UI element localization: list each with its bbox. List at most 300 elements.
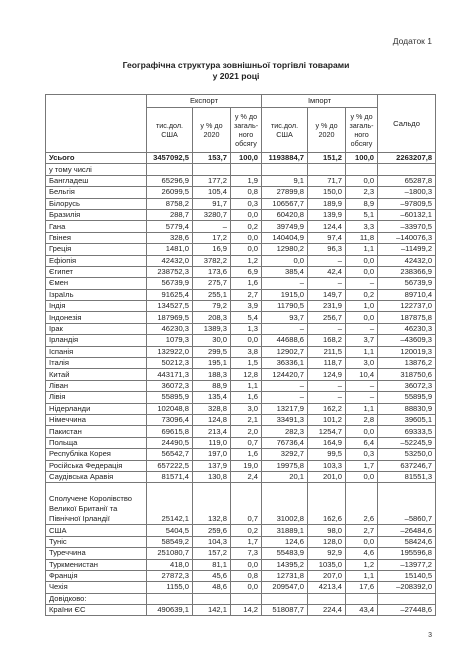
balance: 195596,8: [378, 548, 436, 559]
export-pct2020: 259,6: [193, 525, 231, 536]
import-pct2020: 1254,7: [308, 426, 346, 437]
import-pct2020: 128,0: [308, 536, 346, 547]
import-pct2020: 162,2: [308, 403, 346, 414]
import-value: –: [262, 278, 308, 289]
export-share: 3,0: [231, 403, 262, 414]
export-value: 132922,0: [147, 346, 193, 357]
export-share: 0,7: [231, 437, 262, 448]
balance: 58424,6: [378, 536, 436, 547]
header-export-value: тис.дол. США: [147, 108, 193, 153]
table-row: [46, 255, 436, 266]
balance: 39605,1: [378, 414, 436, 425]
import-pct2020: 97,4: [308, 232, 346, 243]
balance: 42432,0: [378, 255, 436, 266]
table-row: [46, 414, 436, 425]
export-pct2020: 275,7: [193, 278, 231, 289]
total-export-share: 100,0: [231, 153, 262, 164]
import-value: 31002,8: [262, 483, 308, 525]
import-share: 0,0: [346, 266, 378, 277]
import-pct2020: 162,6: [308, 483, 346, 525]
country-name: Туніс: [46, 536, 147, 547]
country-name: Китай: [46, 369, 147, 380]
import-pct2020: 150,0: [308, 187, 346, 198]
import-value: 9,1: [262, 175, 308, 186]
import-share: –: [346, 278, 378, 289]
export-pct2020: 124,8: [193, 414, 231, 425]
import-value: 14395,2: [262, 559, 308, 570]
export-value: 443171,3: [147, 369, 193, 380]
export-share: 0,8: [231, 187, 262, 198]
import-share: 8,9: [346, 198, 378, 209]
import-share: –: [346, 380, 378, 391]
country-name: Бразилія: [46, 209, 147, 220]
balance: 318750,6: [378, 369, 436, 380]
import-pct2020: 42,4: [308, 266, 346, 277]
export-share: 3,9: [231, 301, 262, 312]
import-share: 0,0: [346, 175, 378, 186]
table-row: [46, 570, 436, 581]
country-name: Німеччина: [46, 414, 147, 425]
export-pct2020: 213,4: [193, 426, 231, 437]
country-name: Іспанія: [46, 346, 147, 357]
table-row: [46, 198, 436, 209]
table-row: [46, 380, 436, 391]
export-pct2020: 208,3: [193, 312, 231, 323]
table-row: [46, 232, 436, 243]
import-value: 36336,1: [262, 358, 308, 369]
export-pct2020: 195,1: [193, 358, 231, 369]
table-row: [46, 460, 436, 471]
trade-table: [45, 94, 436, 616]
import-share: 2,8: [346, 414, 378, 425]
import-share: 1,0: [346, 301, 378, 312]
country-name: Білорусь: [46, 198, 147, 209]
country-name: Російська Федерація: [46, 460, 147, 471]
table-body: [46, 95, 436, 616]
export-share: 14,2: [231, 605, 262, 616]
import-share: 1,7: [346, 460, 378, 471]
export-share: 0,2: [231, 525, 262, 536]
export-pct2020: 17,2: [193, 232, 231, 243]
import-pct2020: 4213,4: [308, 582, 346, 593]
export-share: 1,6: [231, 449, 262, 460]
import-pct2020: 1035,0: [308, 559, 346, 570]
import-pct2020: –: [308, 392, 346, 403]
country-name: Ірак: [46, 323, 147, 334]
table-row: [46, 323, 436, 334]
import-pct2020: 96,3: [308, 244, 346, 255]
header-import-value: тис.дол. США: [262, 108, 308, 153]
export-value: 81571,4: [147, 471, 193, 482]
country-name: Саудівська Аравія: [46, 471, 147, 482]
export-value: 490639,1: [147, 605, 193, 616]
balance: 36072,3: [378, 380, 436, 391]
balance: 53250,0: [378, 449, 436, 460]
import-value: 60420,8: [262, 209, 308, 220]
export-value: 46230,3: [147, 323, 193, 334]
country-name: Чехія: [46, 582, 147, 593]
export-share: 3,8: [231, 346, 262, 357]
country-name: Сполучене Королівство Великої Британії та Північної Ірландії: [46, 483, 147, 525]
export-value: 55895,9: [147, 392, 193, 403]
balance: –11499,2: [378, 244, 436, 255]
export-pct2020: 79,2: [193, 301, 231, 312]
export-value: 27872,3: [147, 570, 193, 581]
import-share: 0,0: [346, 536, 378, 547]
total-import-pct2020: 151,2: [308, 153, 346, 164]
balance: 637246,7: [378, 460, 436, 471]
table-row: [46, 346, 436, 357]
import-value: 31889,1: [262, 525, 308, 536]
title-line-2: у 2021 році: [212, 71, 260, 81]
import-pct2020: 71,7: [308, 175, 346, 186]
import-share: 2,6: [346, 483, 378, 525]
import-value: 12731,8: [262, 570, 308, 581]
import-pct2020: 98,0: [308, 525, 346, 536]
import-share: 0,0: [346, 471, 378, 482]
import-value: 76736,4: [262, 437, 308, 448]
import-pct2020: 124,9: [308, 369, 346, 380]
balance: –208392,0: [378, 582, 436, 593]
import-value: 13217,9: [262, 403, 308, 414]
table-row: [46, 449, 436, 460]
table-row: [46, 548, 436, 559]
country-name: Країни ЄС: [46, 605, 147, 616]
export-share: 0,8: [231, 570, 262, 581]
import-share: 1,2: [346, 559, 378, 570]
import-value: –: [262, 380, 308, 391]
table-row: [46, 289, 436, 300]
export-pct2020: 105,4: [193, 187, 231, 198]
import-value: 27899,8: [262, 187, 308, 198]
export-pct2020: 157,2: [193, 548, 231, 559]
import-value: 33491,3: [262, 414, 308, 425]
country-name: Франція: [46, 570, 147, 581]
total-import-value: 1193884,7: [262, 153, 308, 164]
import-pct2020: –: [308, 380, 346, 391]
import-pct2020: 207,0: [308, 570, 346, 581]
total-export-value: 3457092,5: [147, 153, 193, 164]
balance: –13977,2: [378, 559, 436, 570]
export-value: 1155,0: [147, 582, 193, 593]
country-name: Ємен: [46, 278, 147, 289]
country-name: Єгипет: [46, 266, 147, 277]
table-row: [46, 525, 436, 536]
import-value: –: [262, 392, 308, 403]
export-share: 1,9: [231, 175, 262, 186]
export-value: 1481,0: [147, 244, 193, 255]
export-value: 56542,7: [147, 449, 193, 460]
import-pct2020: 99,5: [308, 449, 346, 460]
import-value: 518087,7: [262, 605, 308, 616]
export-value: 36072,3: [147, 380, 193, 391]
export-pct2020: 255,1: [193, 289, 231, 300]
export-pct2020: 188,3: [193, 369, 231, 380]
country-name: Греція: [46, 244, 147, 255]
reference-label: Довідково:: [46, 593, 147, 604]
export-share: 12,8: [231, 369, 262, 380]
total-name: Усього: [46, 153, 147, 164]
export-pct2020: 91,7: [193, 198, 231, 209]
import-share: 5,1: [346, 209, 378, 220]
country-name: Гвінея: [46, 232, 147, 243]
total-import-share: 100,0: [346, 153, 378, 164]
export-value: 1079,3: [147, 335, 193, 346]
import-pct2020: 101,2: [308, 414, 346, 425]
export-pct2020: 119,0: [193, 437, 231, 448]
balance: –26484,6: [378, 525, 436, 536]
country-name: Пакистан: [46, 426, 147, 437]
import-pct2020: 118,7: [308, 358, 346, 369]
balance: –97809,5: [378, 198, 436, 209]
table-row: [46, 221, 436, 232]
country-name: Бангладеш: [46, 175, 147, 186]
export-share: 1,5: [231, 358, 262, 369]
export-value: 26099,5: [147, 187, 193, 198]
header-country-cell: [46, 95, 147, 153]
import-value: 12980,2: [262, 244, 308, 255]
import-share: 1,1: [346, 244, 378, 255]
balance: 120019,3: [378, 346, 436, 357]
import-share: 3,3: [346, 221, 378, 232]
import-pct2020: 231,9: [308, 301, 346, 312]
page-title: [0, 60, 472, 82]
export-share: 5,4: [231, 312, 262, 323]
country-name: Індонезія: [46, 312, 147, 323]
export-share: 19,0: [231, 460, 262, 471]
export-share: 7,3: [231, 548, 262, 559]
export-share: 0,2: [231, 221, 262, 232]
export-share: 0,3: [231, 198, 262, 209]
balance: 46230,3: [378, 323, 436, 334]
balance: 88830,9: [378, 403, 436, 414]
export-pct2020: 177,2: [193, 175, 231, 186]
import-share: 0,3: [346, 449, 378, 460]
export-share: 0,0: [231, 209, 262, 220]
export-share: 0,0: [231, 244, 262, 255]
table-row: [46, 426, 436, 437]
export-pct2020: 88,9: [193, 380, 231, 391]
export-pct2020: 16,9: [193, 244, 231, 255]
table-row: [46, 278, 436, 289]
header-import-pct2020: у % до 2020: [308, 108, 346, 153]
export-share: 6,9: [231, 266, 262, 277]
import-share: 4,6: [346, 548, 378, 559]
country-name: Лівія: [46, 392, 147, 403]
export-value: 91625,4: [147, 289, 193, 300]
export-value: 24490,5: [147, 437, 193, 448]
table-row: [46, 266, 436, 277]
import-pct2020: 224,4: [308, 605, 346, 616]
country-name: Бельгія: [46, 187, 147, 198]
import-value: 282,3: [262, 426, 308, 437]
header-export: Експорт: [147, 95, 262, 108]
import-share: 1,1: [346, 570, 378, 581]
header-export-share: у % до загаль-ного обсягу: [231, 108, 262, 153]
import-pct2020: –: [308, 278, 346, 289]
export-value: 288,7: [147, 209, 193, 220]
export-share: 1,3: [231, 323, 262, 334]
table-row: [46, 559, 436, 570]
export-value: 69615,8: [147, 426, 193, 437]
export-value: 187969,5: [147, 312, 193, 323]
export-share: 2,1: [231, 414, 262, 425]
balance: –43609,3: [378, 335, 436, 346]
import-pct2020: 211,5: [308, 346, 346, 357]
import-pct2020: 92,9: [308, 548, 346, 559]
balance: 65287,8: [378, 175, 436, 186]
import-pct2020: 201,0: [308, 471, 346, 482]
import-value: 44688,6: [262, 335, 308, 346]
country-name: Ефіопія: [46, 255, 147, 266]
table-row: [46, 582, 436, 593]
country-name: Туреччина: [46, 548, 147, 559]
import-pct2020: 189,9: [308, 198, 346, 209]
import-pct2020: 164,9: [308, 437, 346, 448]
export-share: 2,0: [231, 426, 262, 437]
import-value: 124,6: [262, 536, 308, 547]
import-share: 0,0: [346, 255, 378, 266]
subheading-label: у тому числі: [46, 164, 147, 175]
export-value: 238752,3: [147, 266, 193, 277]
export-share: 0,0: [231, 559, 262, 570]
export-pct2020: 132,8: [193, 483, 231, 525]
export-share: 1,6: [231, 278, 262, 289]
total-row: [46, 153, 436, 164]
country-name: Республіка Корея: [46, 449, 147, 460]
import-value: 140404,9: [262, 232, 308, 243]
import-pct2020: 139,9: [308, 209, 346, 220]
import-pct2020: 256,7: [308, 312, 346, 323]
export-value: 56739,9: [147, 278, 193, 289]
page-number: 3: [428, 632, 432, 639]
import-value: 11790,5: [262, 301, 308, 312]
header-import: Імпорт: [262, 95, 378, 108]
balance: 55895,9: [378, 392, 436, 403]
import-value: 93,7: [262, 312, 308, 323]
country-name: Ліван: [46, 380, 147, 391]
export-pct2020: 130,8: [193, 471, 231, 482]
export-pct2020: 45,6: [193, 570, 231, 581]
export-value: 328,6: [147, 232, 193, 243]
export-pct2020: 135,4: [193, 392, 231, 403]
total-balance: 2263207,8: [378, 153, 436, 164]
export-share: 1,1: [231, 380, 262, 391]
table-row: [46, 403, 436, 414]
title-line-1: Географічна структура зовнішньої торгівлі товарами: [122, 60, 350, 70]
table-row: [46, 209, 436, 220]
export-value: 134527,5: [147, 301, 193, 312]
import-share: 2,7: [346, 525, 378, 536]
export-pct2020: 3782,2: [193, 255, 231, 266]
export-pct2020: 3280,7: [193, 209, 231, 220]
import-share: 10,4: [346, 369, 378, 380]
export-value: 5779,4: [147, 221, 193, 232]
import-value: –: [262, 323, 308, 334]
balance: –140076,3: [378, 232, 436, 243]
balance: –1800,3: [378, 187, 436, 198]
export-pct2020: 104,3: [193, 536, 231, 547]
export-value: 25142,1: [147, 483, 193, 525]
import-share: 2,3: [346, 187, 378, 198]
export-share: 1,2: [231, 255, 262, 266]
import-value: 0,0: [262, 255, 308, 266]
total-export-pct2020: 153,7: [193, 153, 231, 164]
export-pct2020: –: [193, 221, 231, 232]
header-import-share: у % до загаль-ного обсягу: [346, 108, 378, 153]
country-name: Нідерланди: [46, 403, 147, 414]
balance: –5860,7: [378, 483, 436, 525]
balance: 69333,5: [378, 426, 436, 437]
export-value: 8758,2: [147, 198, 193, 209]
export-pct2020: 81,1: [193, 559, 231, 570]
country-name: США: [46, 525, 147, 536]
import-pct2020: –: [308, 323, 346, 334]
import-share: 3,7: [346, 335, 378, 346]
header-row-1: [46, 95, 436, 108]
table-row: [46, 392, 436, 403]
table-row: [46, 358, 436, 369]
country-name: Італія: [46, 358, 147, 369]
appendix-label: Додаток 1: [392, 36, 432, 46]
balance: 56739,9: [378, 278, 436, 289]
balance: 89710,4: [378, 289, 436, 300]
country-name: Ізраїль: [46, 289, 147, 300]
export-pct2020: 137,9: [193, 460, 231, 471]
header-balance: Сальдо: [378, 95, 436, 153]
table-row: [46, 536, 436, 547]
import-share: 0,2: [346, 289, 378, 300]
import-share: –: [346, 323, 378, 334]
export-share: 0,0: [231, 232, 262, 243]
export-value: 102048,8: [147, 403, 193, 414]
export-share: 2,7: [231, 289, 262, 300]
export-share: 1,7: [231, 536, 262, 547]
import-value: 20,1: [262, 471, 308, 482]
export-pct2020: 173,6: [193, 266, 231, 277]
import-value: 55483,9: [262, 548, 308, 559]
export-share: 0,0: [231, 582, 262, 593]
export-value: 73096,4: [147, 414, 193, 425]
export-pct2020: 197,0: [193, 449, 231, 460]
table-row: [46, 471, 436, 482]
import-pct2020: –: [308, 255, 346, 266]
table-row: [46, 312, 436, 323]
export-value: 65296,9: [147, 175, 193, 186]
export-value: 5404,5: [147, 525, 193, 536]
country-name: Індія: [46, 301, 147, 312]
balance: 187875,8: [378, 312, 436, 323]
import-share: 3,0: [346, 358, 378, 369]
country-name: Польща: [46, 437, 147, 448]
balance: 15140,5: [378, 570, 436, 581]
balance: –27448,6: [378, 605, 436, 616]
export-share: 0,7: [231, 483, 262, 525]
table-row: [46, 437, 436, 448]
import-share: 1,1: [346, 346, 378, 357]
export-share: 0,0: [231, 335, 262, 346]
import-value: 106567,7: [262, 198, 308, 209]
export-pct2020: 299,5: [193, 346, 231, 357]
export-pct2020: 328,8: [193, 403, 231, 414]
export-share: 2,4: [231, 471, 262, 482]
balance: 81551,3: [378, 471, 436, 482]
import-pct2020: 103,3: [308, 460, 346, 471]
import-value: 385,4: [262, 266, 308, 277]
balance: –52245,9: [378, 437, 436, 448]
eu-row: [46, 605, 436, 616]
export-pct2020: 142,1: [193, 605, 231, 616]
